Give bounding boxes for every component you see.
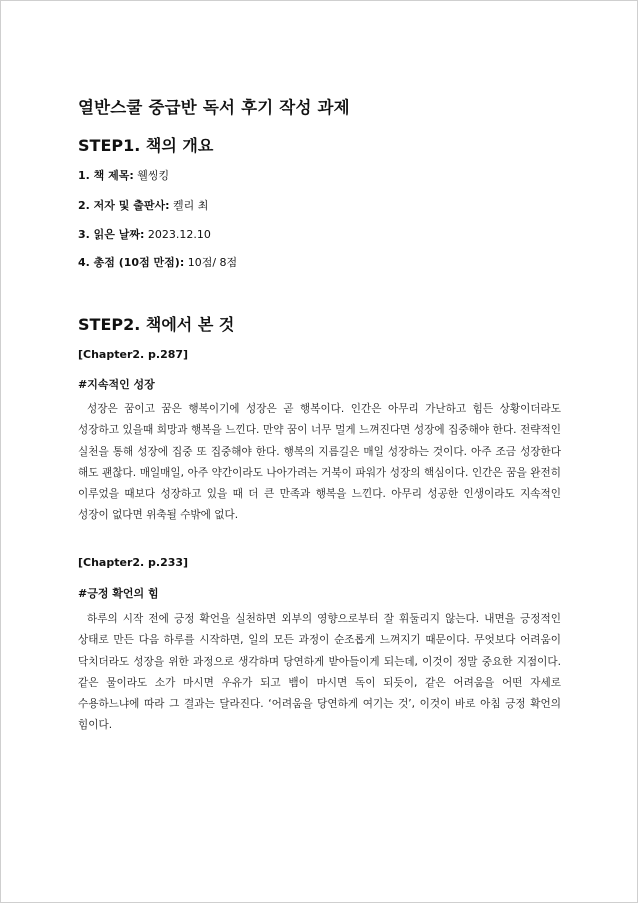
info-label: 2. 저자 및 출판사: xyxy=(78,199,170,212)
section-hashtag: #긍정 확언의 힘 xyxy=(78,587,159,600)
info-value: 웰씽킹 xyxy=(137,169,170,182)
step1-heading: STEP1. 책의 개요 xyxy=(78,136,214,155)
chapter-reference: [Chapter2. p.233] xyxy=(78,556,189,569)
info-value: 2023.12.10 xyxy=(147,228,211,241)
step2-heading: STEP2. 책에서 본 것 xyxy=(78,315,235,334)
info-read-date xyxy=(78,226,211,242)
info-label: 4. 총점 (10점 만점): xyxy=(78,256,185,269)
section-paragraph: 성장은 꿈이고 꿈은 행복이기에 성장은 곧 행복이다. 인간은 아무리 가난하고 힘든 상황이더라도 성장하고 있을때 희망과 행복을 느낀다. 만약 꿈이 너무 멀게 느껴진다면 성장에 집중해야 한다. 전략적인 실천을 통해 성장에 집중 또 집중해야 한다. 행복의 지름길은 매일 성장하는 것이다. 아주 조금 성장한다 해도 괜찮다. 매일매일, 아주 약간이라도 나아가려는 거북이 파워가 성장의 핵심이다. 인간은 꿈을 완전히 이루었을 때보다 성장하고 있을 때 더 큰 만족과 행복을 느낀다. 아무리 성공한 인생이라도 지속적인 성장이 없다면 위축될 수밖에 없다. xyxy=(78,403,561,522)
section-hashtag: #지속적인 성장 xyxy=(78,378,155,391)
info-value: 10점/ 8점 xyxy=(187,256,238,269)
info-label: 1. 책 제목: xyxy=(78,169,134,182)
document-title: 열반스쿨 중급반 독서 후기 작성 과제 xyxy=(78,98,350,117)
info-author xyxy=(78,197,208,213)
chapter-reference: [Chapter2. p.287] xyxy=(78,348,189,361)
info-label: 3. 읽은 날짜: xyxy=(78,228,145,241)
info-book-title xyxy=(78,167,169,183)
info-score xyxy=(78,254,237,270)
info-value: 켈리 최 xyxy=(172,199,209,212)
section-paragraph: 하루의 시작 전에 긍정 확언을 실천하면 외부의 영향으로부터 잘 휘둘리지 않는다. 내면을 긍정적인 상태로 만든 다음 하루를 시작하면, 일의 모든 과정이 순조롭게 느껴지기 때문이다. 무엇보다 어려움이 닥치더라도 성장을 위한 과정으로 생각하며 당연하게 받아들이게 되는데, 이것이 정말 중요한 지점이다. 같은 물이라도 소가 마시면 우유가 되고 뱀이 마시면 독이 되듯이, 같은 어려움을 어떤 자세로 수용하느냐에 따라 그 결과는 달라진다. ‘어려움을 당연하게 여기는 것’, 이것이 바로 아침 긍정 확언의 힘이다. xyxy=(78,613,561,732)
